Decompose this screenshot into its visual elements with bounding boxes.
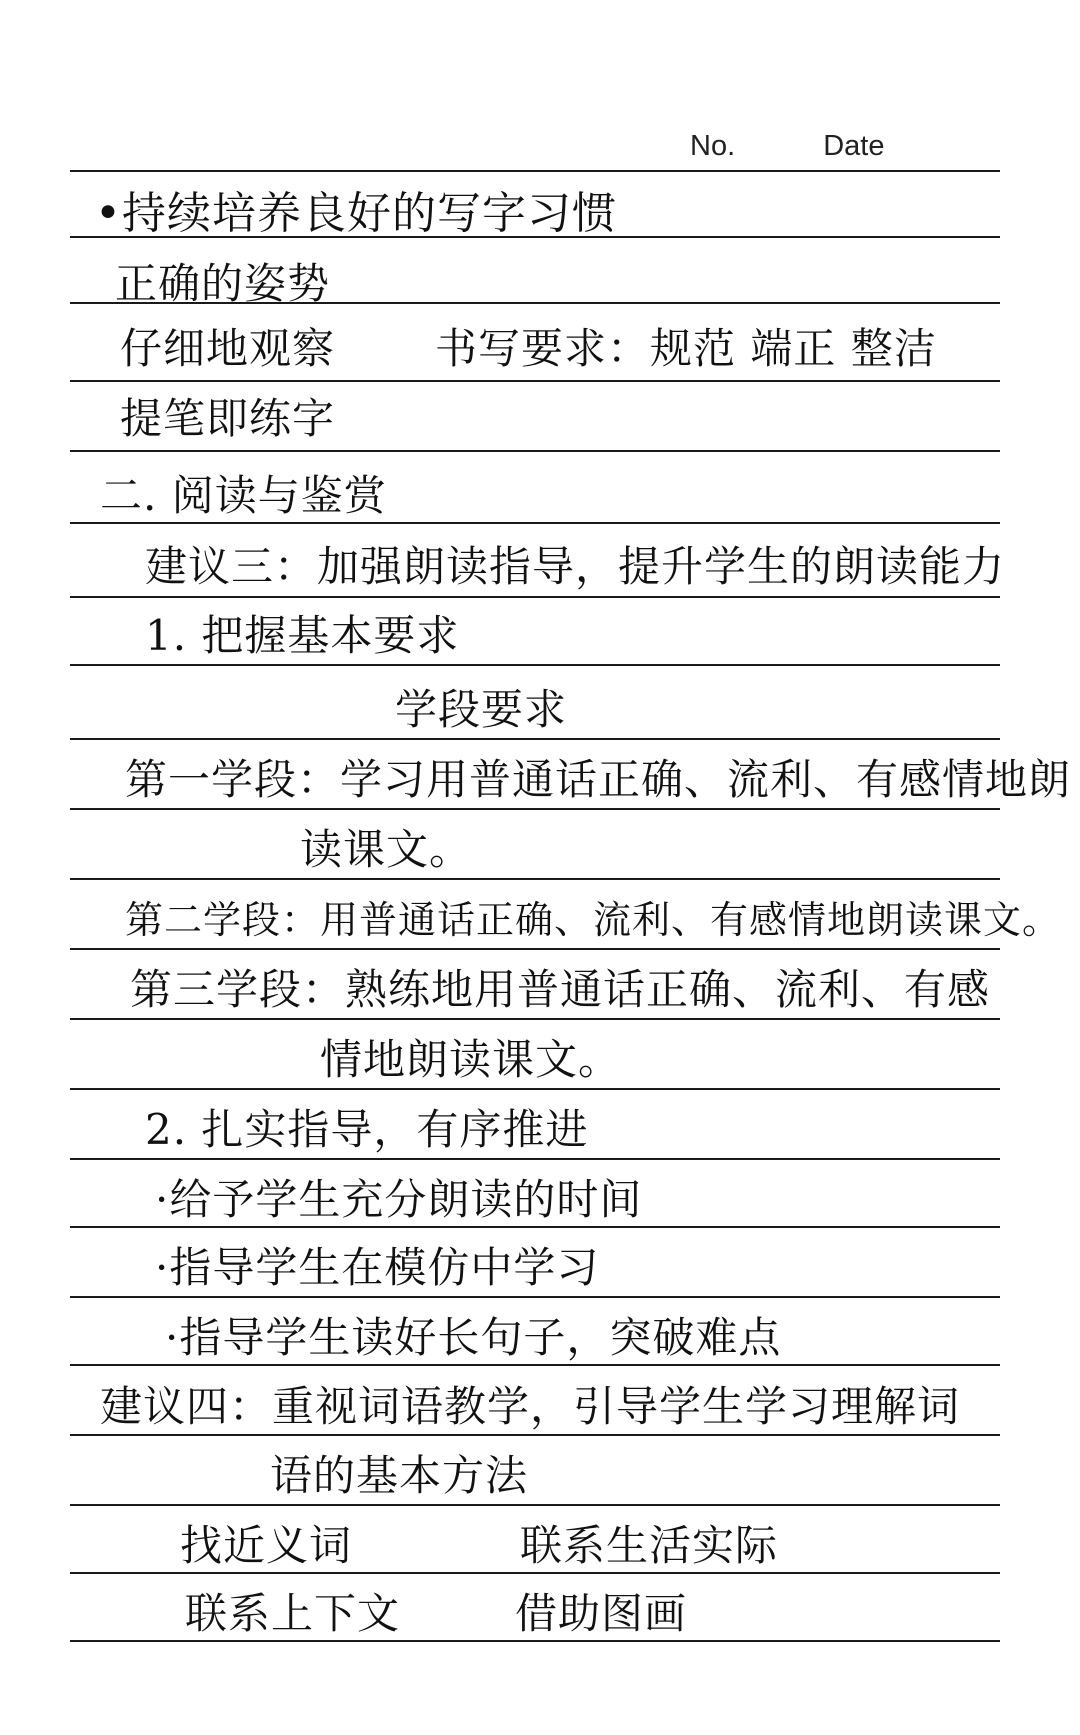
ruled-line [70, 450, 1000, 452]
note-line: 语的基本方法 [270, 1451, 529, 1500]
note-line: 第三学段：熟练地用普通话正确、流利、有感 [130, 965, 991, 1014]
ruled-line [70, 1434, 1000, 1436]
note-line: 第一学段：学习用普通话正确、流利、有感情地朗 [125, 755, 1072, 804]
ruled-line [70, 878, 1000, 880]
ruled-line [70, 170, 1000, 172]
ruled-line [70, 1158, 1000, 1160]
ruled-line [70, 380, 1000, 382]
ruled-line [70, 1296, 1000, 1298]
note-line: 仔细地观察 [120, 324, 336, 373]
note-line: 1. 把握基本要求 [145, 611, 460, 660]
ruled-line [70, 1640, 1000, 1642]
ruled-line [70, 1504, 1000, 1506]
ruled-line [70, 808, 1000, 810]
note-line: 建议三：加强朗读指导，提升学生的朗读能力 [145, 542, 1006, 591]
note-line: ·指导学生在模仿中学习 [155, 1243, 600, 1292]
ruled-line [70, 1088, 1000, 1090]
note-line: 2. 扎实指导，有序推进 [145, 1105, 589, 1154]
ruled-line [70, 1364, 1000, 1366]
ruled-line [70, 1226, 1000, 1228]
ruled-line [70, 596, 1000, 598]
ruled-line [70, 1572, 1000, 1574]
note-line: 正确的姿势 [115, 259, 331, 308]
note-line: 借助图画 [515, 1589, 688, 1638]
section-heading: 二. 阅读与鉴赏 [100, 471, 387, 520]
page-header [690, 130, 884, 163]
note-line: 联系生活实际 [520, 1521, 779, 1570]
note-line: ·给予学生充分朗读的时间 [155, 1175, 643, 1224]
note-line: 提笔即练字 [120, 394, 336, 443]
note-line: 学段要求 [395, 685, 568, 734]
no-label: No. [690, 130, 736, 162]
note-line: 书写要求：规范 端正 整洁 [435, 324, 937, 373]
ruled-line [70, 522, 1000, 524]
note-line: 找近义词 [180, 1521, 353, 1570]
note-line: 第二学段：用普通话正确、流利、有感情地朗读课文。 [125, 898, 1062, 942]
note-line: 建议四：重视词语教学，引导学生学习理解词 [100, 1382, 961, 1431]
ruled-line [70, 1018, 1000, 1020]
note-line: ·指导学生读好长句子，突破难点 [165, 1313, 782, 1362]
ruled-line [70, 738, 1000, 740]
note-line: 情地朗读课文。 [320, 1035, 622, 1084]
ruled-line [70, 664, 1000, 666]
note-line: 联系上下文 [185, 1589, 401, 1638]
ruled-line [70, 948, 1000, 950]
date-label: Date [823, 130, 885, 162]
note-line: •持续培养良好的写字习惯 [95, 188, 617, 239]
note-line: 读课文。 [300, 825, 473, 874]
